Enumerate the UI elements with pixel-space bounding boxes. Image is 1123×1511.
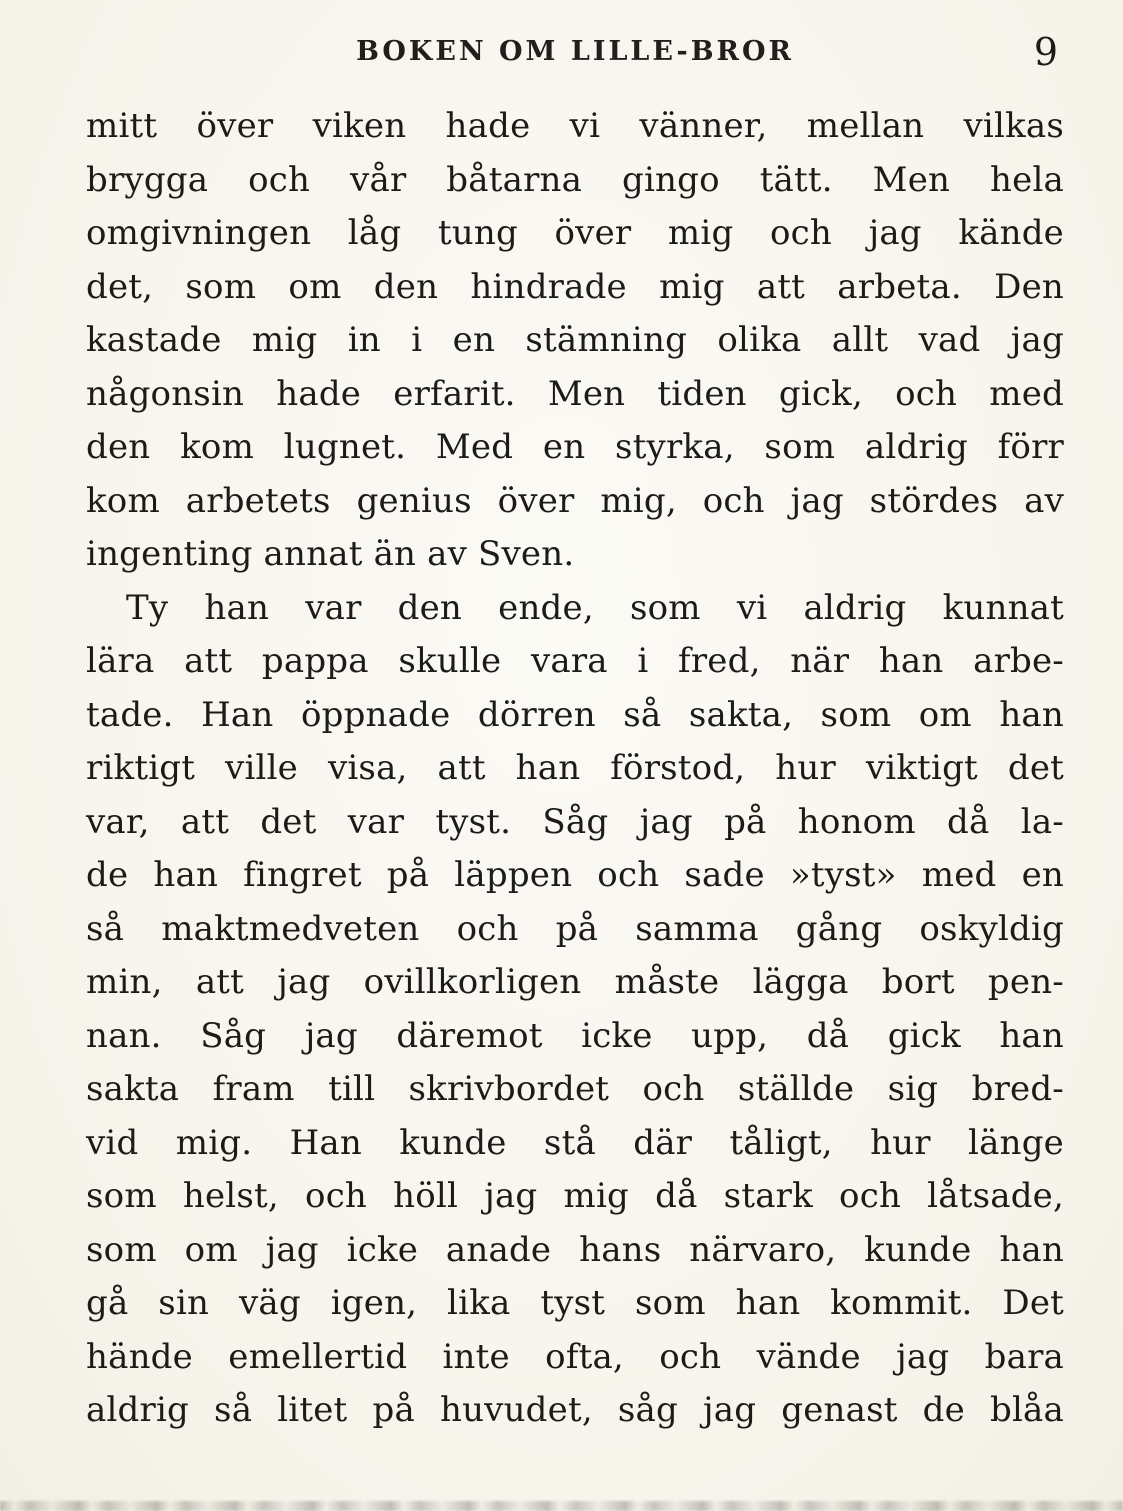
text-line: så maktmedveten och på samma gång oskyldig: [86, 908, 1064, 949]
text-line: det, som om den hindrade mig att arbeta. Den: [86, 266, 1064, 307]
text-line: sakta fram till skrivbordet och ställde sig bred-: [86, 1069, 1064, 1109]
page-header: [86, 30, 1064, 90]
scan-artifact: [0, 1501, 1123, 1511]
text-line: mitt över viken hade vi vänner, mellan vilkas: [86, 106, 1064, 146]
text-line: omgivningen låg tung över mig och jag kände: [86, 213, 1064, 253]
text-line: min, att jag ovillkorligen måste lägga bort pen-: [86, 962, 1064, 1002]
text-line: nan. Såg jag däremot icke upp, då gick han: [86, 1015, 1064, 1056]
text-line: ingenting annat än av Sven.: [86, 534, 575, 574]
text-line: Ty han var den ende, som vi aldrig kunnat: [126, 587, 1064, 628]
page-number: 9: [1033, 30, 1058, 74]
text-line: kom arbetets genius över mig, och jag stördes av: [86, 480, 1064, 521]
text-line: de han fingret på läppen och sade »tyst» med en: [86, 855, 1064, 895]
text-line: kastade mig in i en stämning olika allt vad jag: [86, 320, 1064, 360]
text-line: tade. Han öppnade dörren så sakta, som om han: [86, 694, 1064, 735]
text-line: aldrig så litet på huvudet, såg jag genast de blåa: [86, 1390, 1064, 1430]
text-line: vid mig. Han kunde stå där tåligt, hur länge: [86, 1122, 1064, 1163]
text-line: hände emellertid inte ofta, och vände jag bara: [86, 1336, 1064, 1377]
text-line: som om jag icke anade hans närvaro, kunde han: [86, 1229, 1064, 1270]
text-line: den kom lugnet. Med en styrka, som aldrig förr: [86, 427, 1064, 467]
text-line: gå sin väg igen, lika tyst som han kommit. Det: [86, 1283, 1064, 1323]
running-title: BOKEN OM LILLE-BROR: [356, 36, 794, 67]
text-line: lära att pappa skulle vara i fred, när han arbe-: [86, 641, 1064, 681]
text-line: som helst, och höll jag mig då stark och låtsade,: [86, 1176, 1064, 1216]
text-line: brygga och vår båtarna gingo tätt. Men hela: [86, 159, 1064, 200]
text-line: var, att det var tyst. Såg jag på honom då la-: [86, 801, 1064, 842]
text-line: riktigt ville visa, att han förstod, hur viktigt det: [86, 748, 1064, 788]
text-line: någonsin hade erfarit. Men tiden gick, och med: [86, 373, 1064, 414]
body-text: [86, 100, 1064, 1438]
